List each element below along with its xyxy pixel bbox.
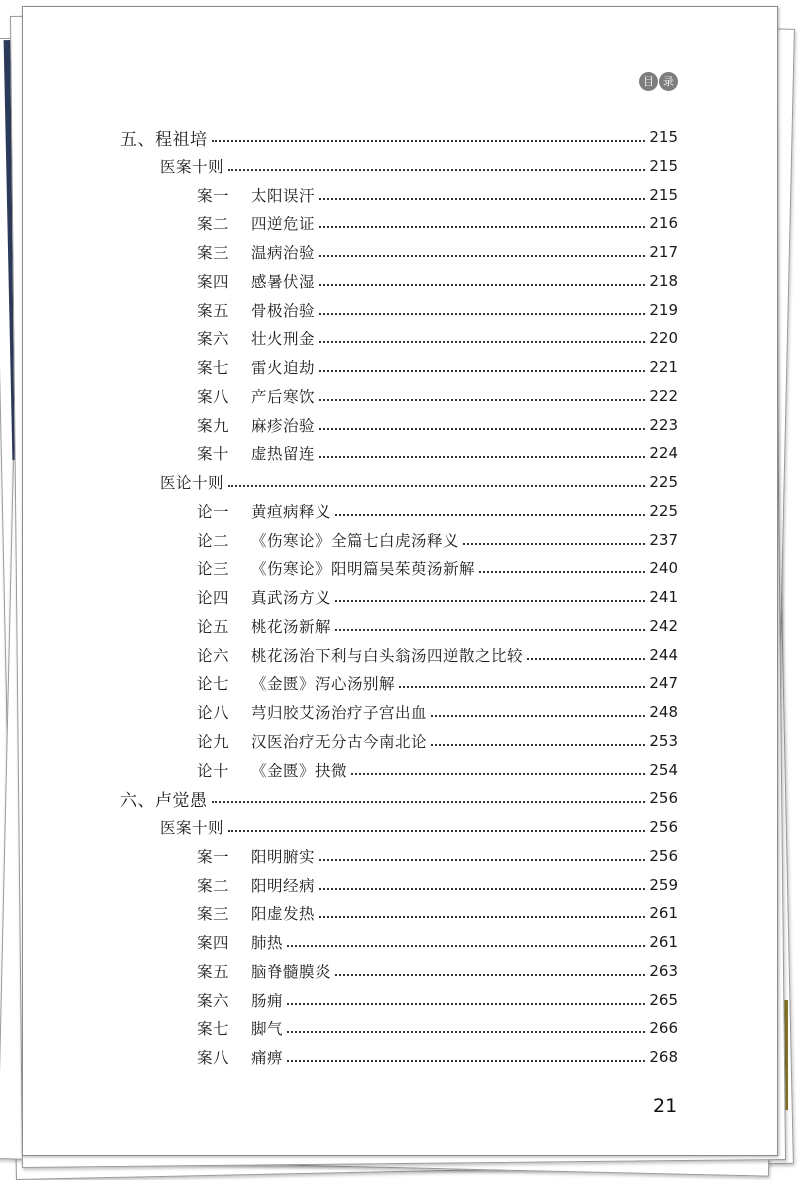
leader-dots [335,629,645,631]
toc-entry[interactable] [120,125,678,149]
toc-entry-title: 医论十则 [160,474,225,492]
toc-entry-title: 五、程祖培 [120,129,208,150]
toc-entry-page: 215 [649,156,678,175]
toc-entry-number: 案二 [197,215,230,234]
toc-entry[interactable] [197,585,678,609]
toc-entry-page: 240 [649,559,678,578]
leader-dots [287,1031,645,1033]
leader-dots [527,658,645,660]
toc-entry-title: 黄疸病释义 [251,502,332,521]
leader-dots [319,226,645,228]
toc-entry[interactable] [197,901,678,925]
toc-entry-title: 温病治验 [251,244,316,262]
toc-entry[interactable] [197,528,678,552]
toc-entry[interactable] [197,211,678,235]
toc-entry-number: 论六 [197,646,230,665]
leader-dots [287,1060,645,1062]
toc-entry-title: 骨极治验 [251,301,316,320]
toc-entry[interactable] [197,643,678,667]
leader-dots [399,686,645,688]
toc-entry[interactable] [197,413,678,437]
toc-entry-title: 医案十则 [160,819,225,837]
leader-dots [335,974,645,976]
leader-dots [319,284,645,286]
toc-entry[interactable] [197,758,678,782]
toc-entry[interactable] [197,959,678,983]
toc-entry[interactable] [197,844,678,868]
toc-entry-page: 247 [649,674,678,693]
toc-entry[interactable] [160,154,678,178]
leader-dots [212,801,646,803]
toc-entry-page: 215 [649,128,678,146]
toc-entry[interactable] [197,326,678,350]
toc-entry-title: 阳明腑实 [251,847,316,866]
toc-entry-number: 论十 [197,761,230,780]
leader-dots [212,140,646,142]
leader-dots [228,485,645,487]
toc-entry-page: 254 [649,760,678,779]
leader-dots [287,1003,645,1005]
toc-entry-number: 案八 [197,1049,230,1067]
toc-entry[interactable] [197,298,678,322]
leader-dots [319,428,645,430]
leader-dots [335,600,645,602]
toc-entry-page: 223 [649,415,678,434]
toc-entry-title: 麻疹治验 [251,416,316,435]
contents-badge [638,72,678,91]
toc-entry-title: 《伤寒论》阳明篇吴茱萸汤新解 [251,560,476,579]
leader-dots [319,916,645,918]
toc-entry[interactable] [197,355,678,379]
toc-entry[interactable] [197,671,678,695]
toc-entry-number: 案七 [197,1020,230,1039]
leader-dots [479,571,645,573]
leader-dots [319,198,645,200]
leader-dots [319,859,645,861]
toc-entry-title: 芎归胶艾汤治疗子宫出血 [251,704,428,722]
toc-entry-page: 261 [649,933,678,951]
toc-entry-page: 221 [649,358,678,376]
toc-entry-page: 225 [649,473,678,491]
toc-entry-title: 四逆危证 [251,215,316,234]
leader-dots [319,456,645,458]
toc-entry-number: 论二 [197,531,230,550]
toc-entry-page: 220 [649,329,678,348]
toc-entry-number: 案一 [197,847,230,866]
toc-entry-title: 六、卢觉愚 [120,790,208,811]
leader-dots [351,773,645,775]
toc-entry-page: 218 [649,271,678,290]
toc-entry-page: 215 [649,185,678,204]
toc-entry-title: 虚热留连 [251,445,316,464]
toc-entry-page: 256 [649,789,678,808]
toc-entry[interactable] [197,614,678,638]
toc-entry-number: 案三 [197,244,230,262]
toc-entry-page: 268 [649,1048,678,1066]
toc-entry-page: 256 [649,846,678,865]
toc-entry-number: 论四 [197,589,230,607]
toc-entry-number: 论九 [197,732,230,751]
leader-dots [319,888,645,890]
toc-entry-title: 《金匮》泻心汤别解 [251,675,396,694]
toc-entry-number: 案五 [197,301,230,320]
leader-dots [287,945,645,947]
toc-entry-title: 桃花汤治下利与白头翁汤四逆散之比较 [251,646,524,665]
toc-entry-page: 244 [649,645,678,664]
toc-entry-title: 太阳误汗 [251,186,316,205]
leader-dots [319,399,645,401]
toc-entry[interactable] [197,729,678,753]
document-page [22,6,778,1156]
toc-entry-number: 案四 [197,272,230,291]
toc-entry-page: 266 [649,1019,678,1038]
toc-entry[interactable] [160,815,678,839]
toc-entry-title: 脚气 [251,1020,284,1039]
toc-entry[interactable] [197,499,678,523]
toc-entry-page: 237 [649,530,678,549]
leader-dots [228,169,645,171]
toc-entry-number: 案九 [197,416,230,435]
toc-entry-page: 219 [649,300,678,319]
toc-entry-page: 256 [649,818,678,836]
toc-entry-page: 225 [649,501,678,520]
contents-badge-char-1: 目 [639,72,658,91]
toc-entry-title: 阳明经病 [251,876,316,895]
toc-entry-page: 222 [649,386,678,405]
toc-entry-number: 案二 [197,876,230,895]
toc-entry-title: 雷火迫劫 [251,359,316,377]
toc-entry[interactable] [160,470,678,494]
toc-entry-title: 汉医治疗无分古今南北论 [251,732,428,751]
toc-entry[interactable] [197,384,678,408]
toc-entry-number: 案六 [197,991,230,1010]
toc-entry-number: 案四 [197,934,230,952]
toc-entry[interactable] [120,786,678,810]
toc-entry[interactable] [197,441,678,465]
toc-entry-page: 217 [649,243,678,261]
toc-entry-title: 真武汤方义 [251,589,332,607]
toc-entry-title: 产后寒饮 [251,387,316,406]
toc-entry[interactable] [197,269,678,293]
toc-entry-title: 痛痹 [251,1049,284,1067]
toc-entry-number: 论一 [197,502,230,521]
toc-entry-page: 263 [649,961,678,980]
toc-entry-number: 案一 [197,186,230,205]
toc-entry-number: 论七 [197,675,230,694]
toc-entry-title: 医案十则 [160,157,225,176]
toc-entry[interactable] [197,240,678,264]
leader-dots [463,543,645,545]
leader-dots [228,830,645,832]
toc-entry-page: 241 [649,588,678,606]
toc-entry-number: 案八 [197,387,230,406]
toc-entry-title: 桃花汤新解 [251,617,332,636]
toc-entry[interactable] [197,930,678,954]
toc-entry[interactable] [197,700,678,724]
leader-dots [431,744,645,746]
toc-entry-title: 《伤寒论》全篇七白虎汤释义 [251,531,460,550]
toc-entry[interactable] [197,183,678,207]
toc-entry-title: 感暑伏湿 [251,272,316,291]
toc-entry-number: 论五 [197,617,230,636]
toc-entry-number: 案五 [197,962,230,981]
toc-entry-title: 阳虚发热 [251,905,316,924]
toc-entry[interactable] [197,556,678,580]
toc-entry-page: 265 [649,990,678,1009]
toc-entry-number: 论三 [197,560,230,579]
toc-entry[interactable] [197,1045,678,1069]
leader-dots [319,255,645,257]
toc-entry[interactable] [197,988,678,1012]
toc-entry-number: 案六 [197,330,230,349]
toc-entry-page: 224 [649,444,678,463]
toc-entry-page: 259 [649,875,678,894]
contents-badge-char-2: 录 [659,72,678,91]
toc-entry-number: 案十 [197,445,230,464]
toc-entry-page: 216 [649,214,678,233]
toc-entry-title: 壮火刑金 [251,330,316,349]
toc-entry-title: 《金匮》抉微 [251,761,348,780]
leader-dots [319,370,645,372]
toc-entry[interactable] [197,1016,678,1040]
page-number: 21 [653,1095,678,1117]
leader-dots [335,514,645,516]
toc-entry-title: 肠痈 [251,991,284,1010]
toc-entry-number: 论八 [197,704,230,722]
leader-dots [431,715,645,717]
toc-entry-number: 案七 [197,359,230,377]
toc-entry[interactable] [197,873,678,897]
toc-entry-page: 261 [649,904,678,923]
toc-entry-page: 248 [649,703,678,721]
toc-entry-page: 253 [649,731,678,750]
toc-entry-number: 案三 [197,905,230,924]
toc-entry-title: 肺热 [251,934,284,952]
toc-entry-page: 242 [649,616,678,635]
leader-dots [319,341,645,343]
leader-dots [319,313,645,315]
toc-entry-title: 脑脊髓膜炎 [251,962,332,981]
